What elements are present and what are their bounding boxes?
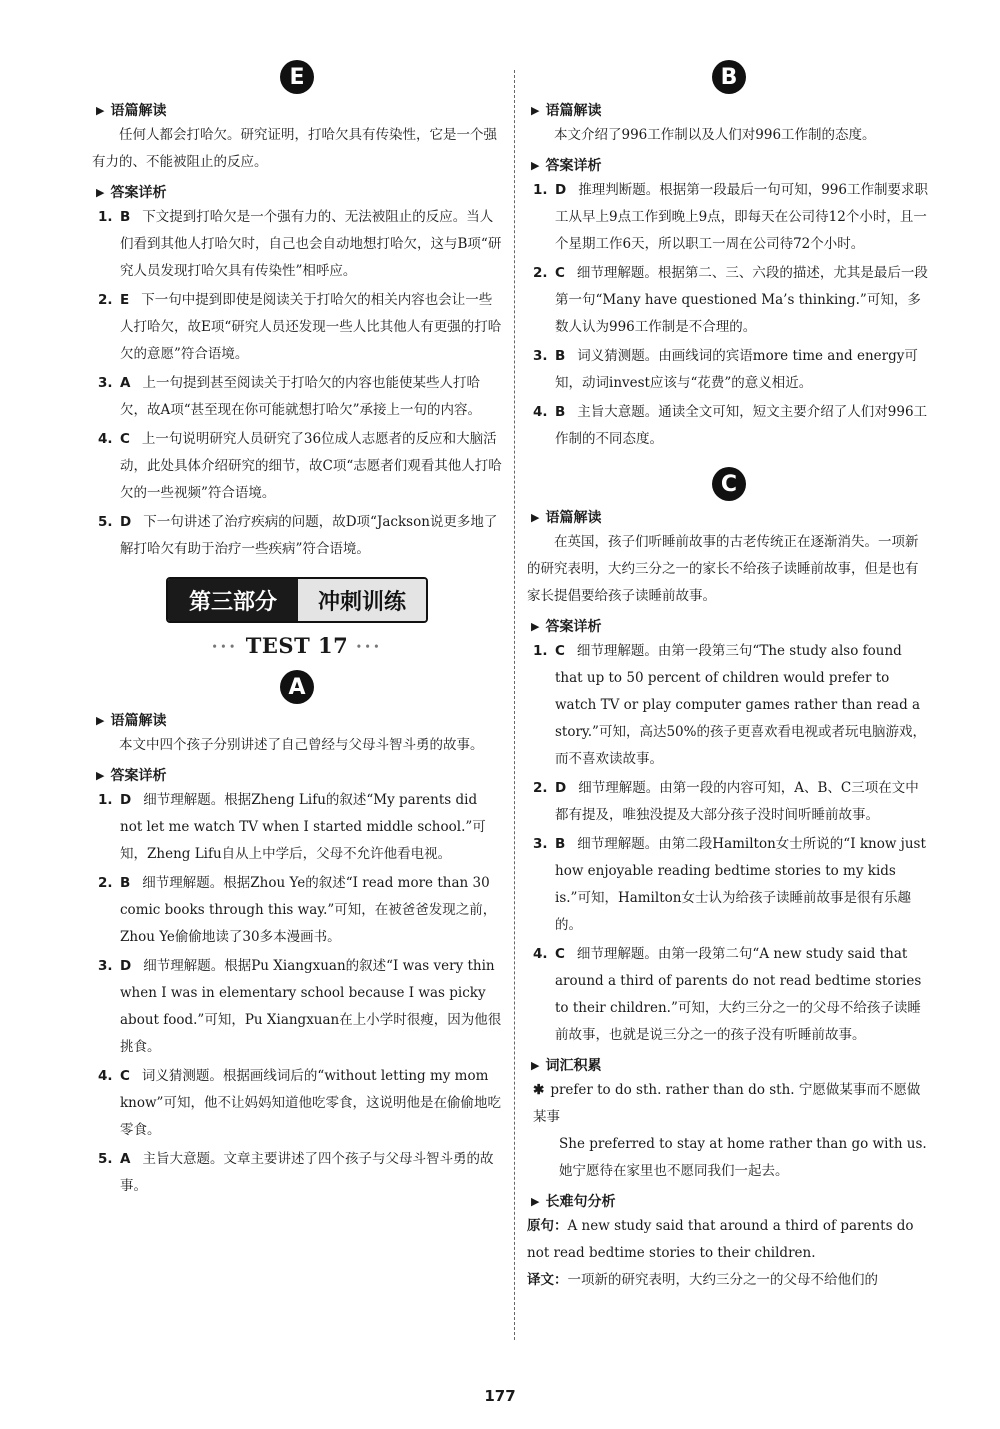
answer-item: 4. B 主旨大意题。通读全文可知，短文主要介绍了人们对996工作制的不同态度。 [533, 404, 928, 447]
answer-item: 3. D 细节理解题。根据Pu Xiangxuan的叙述“I was very thin when I was in elementary school because I was picky about food.”可知，Pu Xiangxuan在上小学时很瘦，因为他很挑食。 [98, 958, 502, 1055]
intro-paragraph: 本文介绍了996工作制以及人们对996工作制的态度。 [554, 127, 876, 143]
arrow-icon: ▶ [96, 185, 105, 199]
answer-list [92, 204, 502, 563]
answer-item: 4. C 上一句说明研究人员研究了36位成人志愿者的反应和大脑活动，此处具体介绍研究的细节，故C项“志愿者们观看其他人打哈欠的一些视频”符合语境。 [98, 431, 502, 501]
vocab-phrase: prefer to do sth. rather than do sth. 宁愿做某事而不愿做某事 [533, 1082, 921, 1125]
vocab-entry [533, 1077, 931, 1185]
vocab-example-zh: 她宁愿待在家里也不愿同我们一起去。 [559, 1163, 789, 1179]
section-badge-e: E [280, 60, 314, 94]
left-column [92, 60, 502, 1202]
arrow-icon: ▶ [531, 619, 540, 633]
part-banner [166, 577, 428, 623]
arrow-icon: ▶ [531, 158, 540, 172]
answer-list [527, 638, 931, 1049]
intro-heading: ▶ 语篇解读 [531, 510, 602, 526]
answer-item: 1. D 细节理解题。根据Zheng Lifu的叙述“My parents did not let me watch TV when I started middle school.”可知，Zheng Lifu自从上中学后，父母不允许他看电视。 [98, 792, 486, 862]
intro-paragraph: 任何人都会打哈欠。研究证明，打哈欠具有传染性，它是一个强有力的、不能被阻止的反应。 [92, 127, 497, 170]
intro-paragraph: 本文中四个孩子分别讲述了自己曾经与父母斗智斗勇的故事。 [119, 737, 484, 753]
answer-item: 3. A 上一句提到甚至阅读关于打哈欠的内容也能使某些人打哈欠，故A项“甚至现在你可能就想打哈欠”承接上一句的内容。 [98, 375, 482, 418]
arrow-icon: ▶ [531, 103, 540, 117]
arrow-icon: ▶ [531, 1194, 540, 1208]
arrow-icon: ▶ [531, 1058, 540, 1072]
answer-item: 1. B 下文提到打哈欠是一个强有力的、无法被阻止的反应。当人们看到其他人打哈欠时，自己也会自动地想打哈欠，这与B项“研究人员发现打哈欠具有传染性”相呼应。 [98, 209, 502, 279]
star-icon: ✱ [533, 1082, 545, 1098]
arrow-icon: ▶ [96, 103, 105, 117]
answers-heading: ▶ 答案详析 [96, 768, 167, 784]
answer-list [527, 177, 931, 453]
column-divider [514, 70, 515, 1340]
intro-paragraph: 在英国，孩子们听睡前故事的古老传统正在逐渐消失。一项新的研究表明，大约三分之一的家长不给孩子读睡前故事，但是也有家长提倡要给孩子读睡前故事。 [527, 534, 919, 604]
intro-heading: ▶ 语篇解读 [96, 103, 167, 119]
answer-item: 3. B 词义猜测题。由画线词的宾语more time and energy可知，动词invest应该与“花费”的意义相近。 [533, 348, 918, 391]
section-badge-a: A [280, 670, 314, 704]
test-title: ••• TEST 17 ••• [211, 633, 383, 658]
arrow-icon: ▶ [96, 713, 105, 727]
sentence-heading: ▶ 长难句分析 [531, 1194, 616, 1210]
answer-item: 2. C 细节理解题。根据第二、三、六段的描述，尤其是最后一段第一句“Many have questioned Ma’s thinking.”可知，多数人认为996工作制是不合理的。 [533, 265, 928, 335]
answer-item: 4. C 细节理解题。由第一段第二句“A new study said that around a third of parents do not read bedtime stories to their children.”可知，大约三分之一的父母不给孩子读睡前故事，也就是说三分之一的孩子没有听睡前故事。 [533, 946, 922, 1043]
original-sentence: 原句：A new study said that around a third of parents do not read bedtime stories to their children. [527, 1218, 914, 1261]
translation-sentence: 译文：一项新的研究表明，大约三分之一的父母不给他们的 [527, 1272, 878, 1288]
answers-heading: ▶ 答案详析 [531, 619, 602, 635]
vocab-example-en: She preferred to stay at home rather than go with us. [559, 1136, 927, 1152]
intro-heading: ▶ 语篇解读 [531, 103, 602, 119]
answer-item: 2. D 细节理解题。由第一段的内容可知，A、B、C三项在文中都有提及，唯独没提及大部分孩子没时间听睡前故事。 [533, 780, 919, 823]
arrow-icon: ▶ [96, 768, 105, 782]
section-badge-b: B [712, 60, 746, 94]
answer-list [92, 787, 502, 1200]
answers-heading: ▶ 答案详析 [96, 185, 167, 201]
page-number: 177 [484, 1387, 516, 1405]
answer-item: 5. D 下一句讲述了治疗疾病的问题，故D项“Jackson说更多地了解打哈欠有助于治疗一些疾病”符合语境。 [98, 514, 498, 557]
section-badge-c: C [712, 467, 746, 501]
answer-item: 5. A 主旨大意题。文章主要讲述了四个孩子与父母斗智斗勇的故事。 [98, 1151, 494, 1194]
arrow-icon: ▶ [531, 510, 540, 524]
banner-title: 冲刺训练 [298, 579, 426, 621]
banner-part-label: 第三部分 [168, 579, 298, 621]
right-column [527, 60, 931, 1294]
answer-item: 4. C 词义猜测题。根据画线词后的“without letting my mom know”可知，他不让妈妈知道他吃零食，这说明他是在偷偷地吃零食。 [98, 1068, 501, 1138]
answer-item: 2. E 下一句中提到即使是阅读关于打哈欠的相关内容也会让一些人打哈欠，故E项“研究人员还发现一些人比其他人有更强的打哈欠的意愿”符合语境。 [98, 292, 502, 362]
answers-heading: ▶ 答案详析 [531, 158, 602, 174]
answer-item: 1. D 推理判断题。根据第一段最后一句可知，996工作制要求职工从早上9点工作到晚上9点，即每天在公司待12个小时，且一个星期工作6天，所以职工一周在公司待72个小时。 [533, 182, 928, 252]
answer-item: 1. C 细节理解题。由第一段第三句“The study also found that up to 50 percent of children would prefer to watch TV or play computer games rather than read a story.”可知，高达50%的孩子更喜欢看电视或者玩电脑游戏，而不喜欢读故事。 [533, 643, 926, 767]
answer-item: 2. B 细节理解题。根据Zhou Ye的叙述“I read more than 30 comic books through this way.”可知，在被爸爸发现之前，Zhou Ye偷偷地读了30多本漫画书。 [98, 875, 497, 945]
vocab-heading: ▶ 词汇积累 [531, 1058, 602, 1074]
answer-item: 3. B 细节理解题。由第二段Hamilton女士所说的“I know just how enjoyable reading bedtime stories to my kids is.”可知，Hamilton女士认为给孩子读睡前故事是很有乐趣的。 [533, 836, 926, 933]
intro-heading: ▶ 语篇解读 [96, 713, 167, 729]
